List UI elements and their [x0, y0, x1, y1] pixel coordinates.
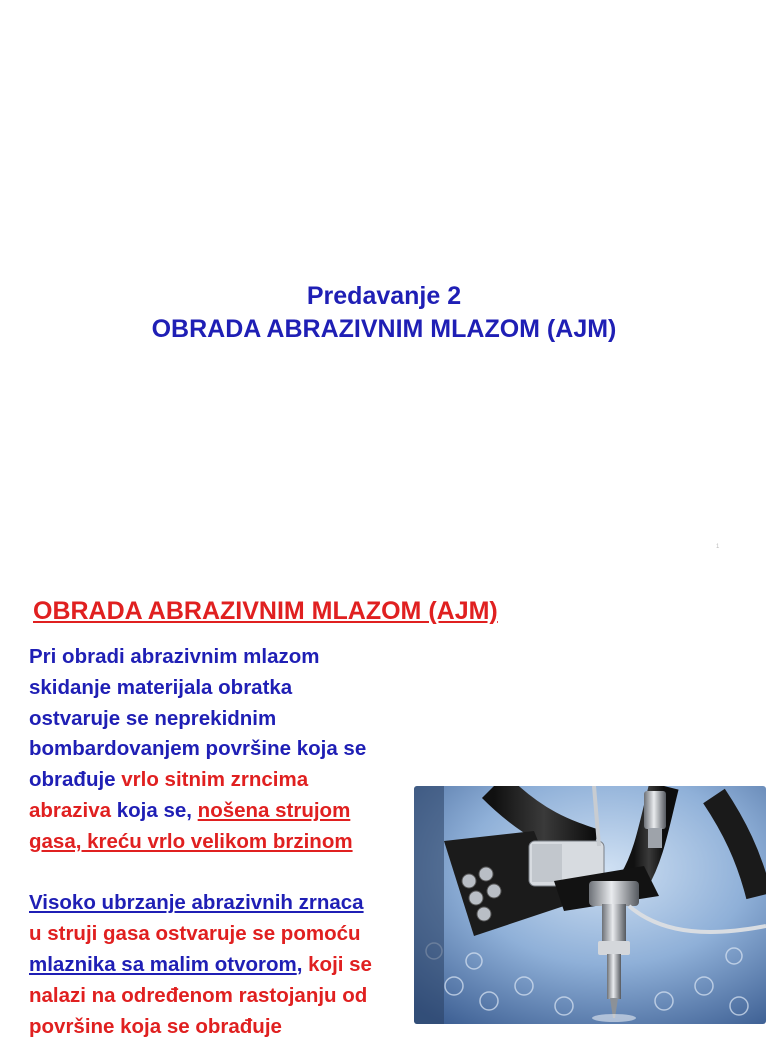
highlight-red: vrlo sitnim zrncima: [121, 768, 309, 792]
page-number: 1: [716, 544, 720, 550]
abrasive-jet-machine-photo: [414, 786, 766, 1024]
machine-illustration: [414, 786, 766, 1024]
text-line: ostvaruje se neprekidnim: [29, 706, 277, 730]
paragraph-gap: [29, 858, 409, 889]
slide1-title-block: [0, 280, 768, 346]
text-line: skidanje materijala obratka: [29, 675, 293, 699]
text-segment: ,: [296, 952, 309, 976]
highlight-red: koji se: [308, 952, 372, 976]
text-line: [29, 888, 409, 919]
lecture-subtitle: Predavanje 2: [306, 282, 462, 310]
slide2-title: [33, 597, 498, 626]
text-line: Pri obradi abrazivnim mlazom: [29, 645, 320, 668]
text-line: [29, 827, 409, 858]
text-line: [29, 765, 409, 796]
highlight-red-underlined: nošena strujom: [197, 798, 351, 822]
body-paragraph: [29, 642, 409, 1042]
slide2-title-text: OBRADA ABRAZIVNIM MLAZOM (AJM): [33, 597, 498, 625]
text-line: površine koja se obrađuje: [29, 1014, 282, 1038]
text-line: nalazi na određenom rastojanju od: [29, 983, 368, 1007]
text-line: [29, 796, 409, 827]
text-line: [29, 950, 409, 981]
highlight-red-underlined: gasa, kreću vrlo velikom brzinom: [29, 829, 353, 853]
text-segment: koja se,: [111, 798, 198, 822]
underlined-text: mlaznika sa malim otvorom: [29, 952, 297, 976]
text-line: u struji gasa ostvaruje se pomoću: [29, 922, 361, 946]
text-segment: obrađuje: [29, 768, 122, 792]
highlight-red: abraziva: [29, 798, 112, 822]
text-line: bombardovanjem površine koja se: [29, 737, 367, 761]
lecture-title: OBRADA ABRAZIVNIM MLAZOM (AJM): [151, 315, 617, 343]
underlined-text: Visoko ubrzanje abrazivnih zrnaca: [29, 891, 364, 915]
